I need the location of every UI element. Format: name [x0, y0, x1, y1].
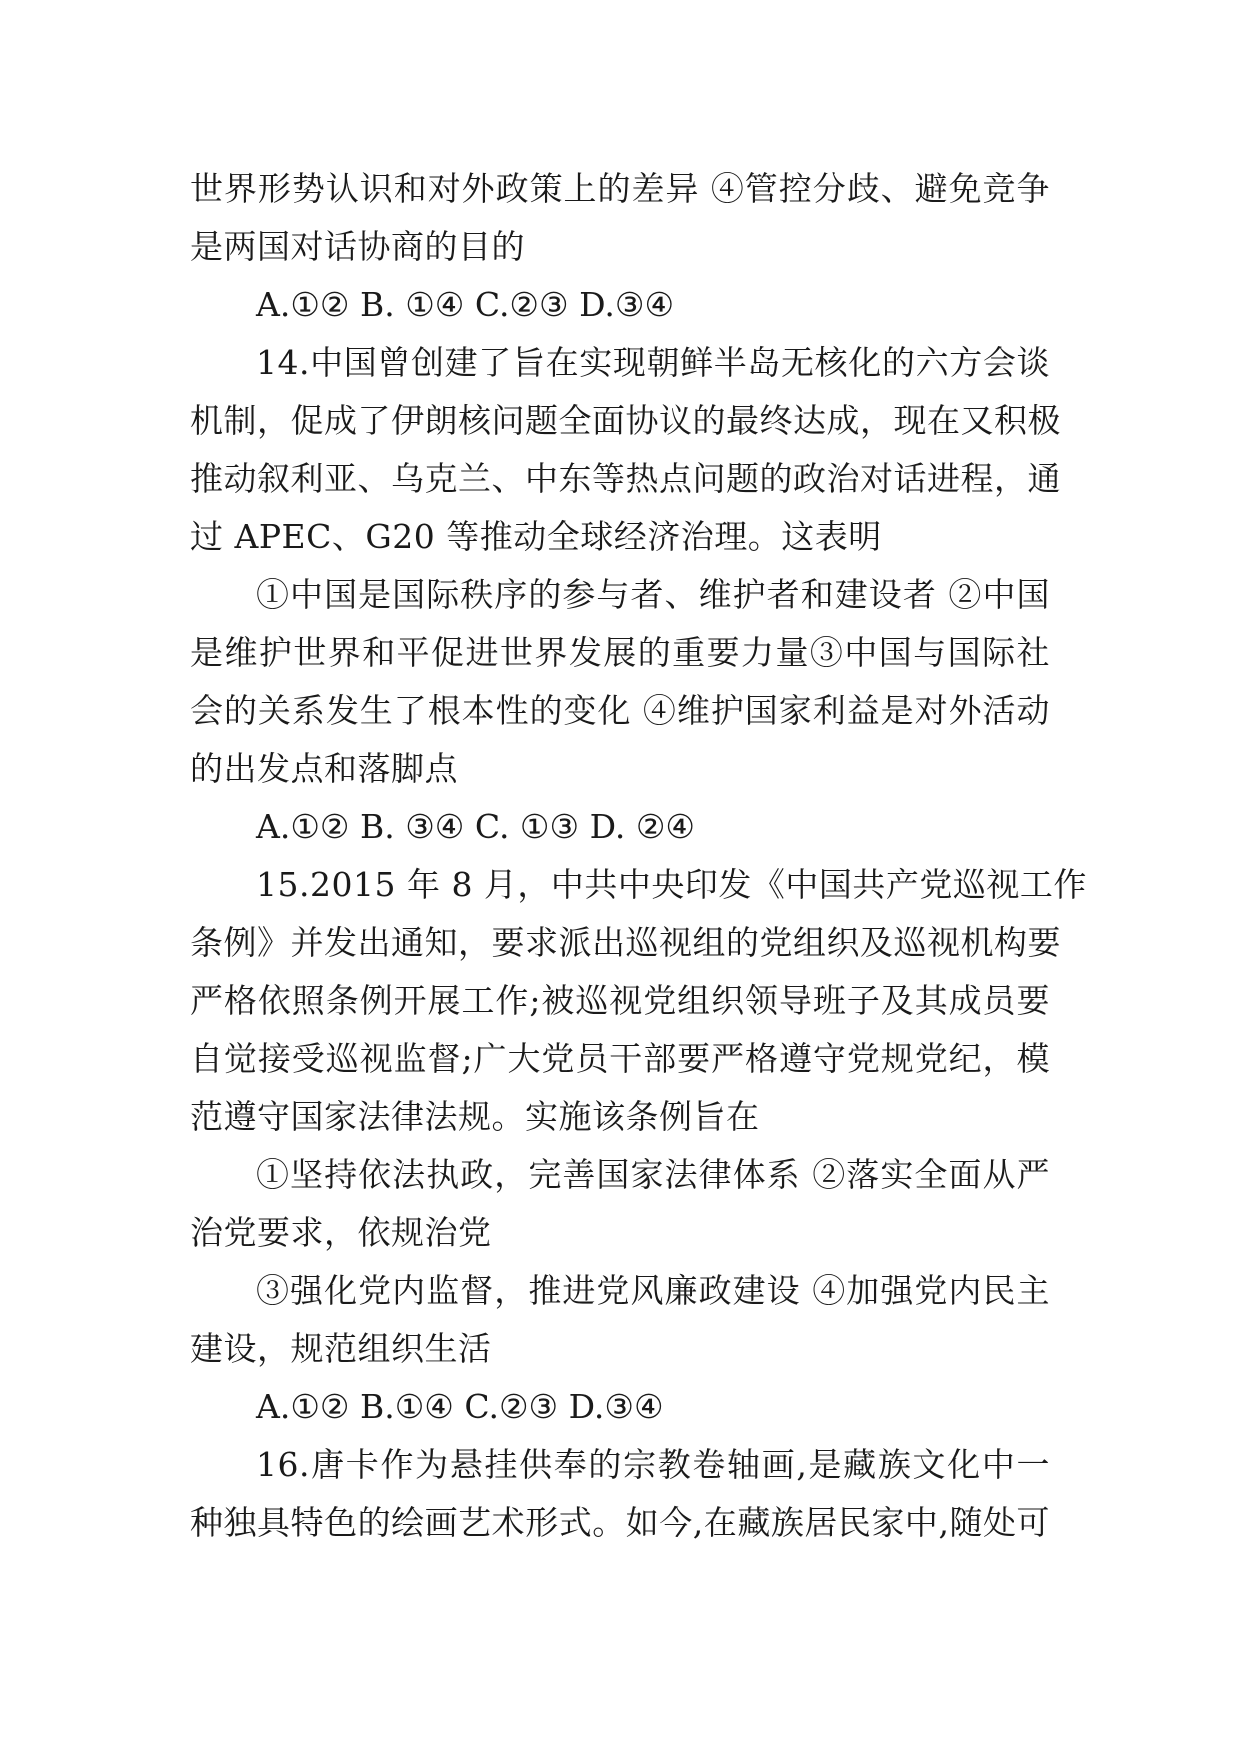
answer-options: A.①② B. ③④ C. ①③ D. ②④ [256, 807, 696, 846]
text-line: 建设，规范组织生活 [190, 1329, 492, 1368]
text-line: 是维护世界和平促进世界发展的重要力量③中国与国际社 [190, 633, 1050, 672]
text-line: 条例》并发出通知，要求派出巡视组的党组织及巡视机构要 [190, 923, 1061, 962]
text-line: 自觉接受巡视监督;广大党员干部要严格遵守党规党纪，模 [190, 1039, 1050, 1078]
text-line: 的出发点和落脚点 [190, 749, 458, 788]
answer-options: A.①② B. ①④ C.②③ D.③④ [256, 285, 675, 324]
text-line: 会的关系发生了根本性的变化 ④维护国家利益是对外活动 [190, 691, 1050, 730]
text-line: 范遵守国家法律法规。实施该条例旨在 [190, 1097, 760, 1136]
text-line: 推动叙利亚、乌克兰、中东等热点问题的政治对话进程，通 [190, 459, 1061, 498]
statement-line: ①坚持依法执政，完善国家法律体系 ②落实全面从严 [256, 1155, 1050, 1194]
text-line: 世界形势认识和对外政策上的差异 ④管控分歧、避免竞争 [190, 169, 1050, 208]
text-line: 种独具特色的绘画艺术形式。如今,在藏族居民家中,随处可 [190, 1503, 1050, 1542]
text-line: 是两国对话协商的目的 [190, 227, 525, 266]
text-line: 机制，促成了伊朗核问题全面协议的最终达成，现在又积极 [190, 401, 1061, 440]
question-16-line: 16.唐卡作为悬挂供奉的宗教卷轴画,是藏族文化中一 [256, 1445, 1050, 1484]
statement-line: ③强化党内监督，推进党风廉政建设 ④加强党内民主 [256, 1271, 1050, 1310]
document-body [190, 160, 1087, 1552]
answer-options: A.①② B.①④ C.②③ D.③④ [256, 1387, 664, 1426]
text-line: 过 APEC、G20 等推动全球经济治理。这表明 [190, 517, 882, 556]
statement-line: ①中国是国际秩序的参与者、维护者和建设者 ②中国 [256, 575, 1050, 614]
question-15-line: 15.2015 年 8 月，中共中央印发《中国共产党巡视工作 [256, 865, 1087, 904]
question-14-line: 14.中国曾创建了旨在实现朝鲜半岛无核化的六方会谈 [256, 343, 1050, 382]
text-line: 治党要求，依规治党 [190, 1213, 492, 1252]
text-line: 严格依照条例开展工作;被巡视党组织领导班子及其成员要 [190, 981, 1050, 1020]
